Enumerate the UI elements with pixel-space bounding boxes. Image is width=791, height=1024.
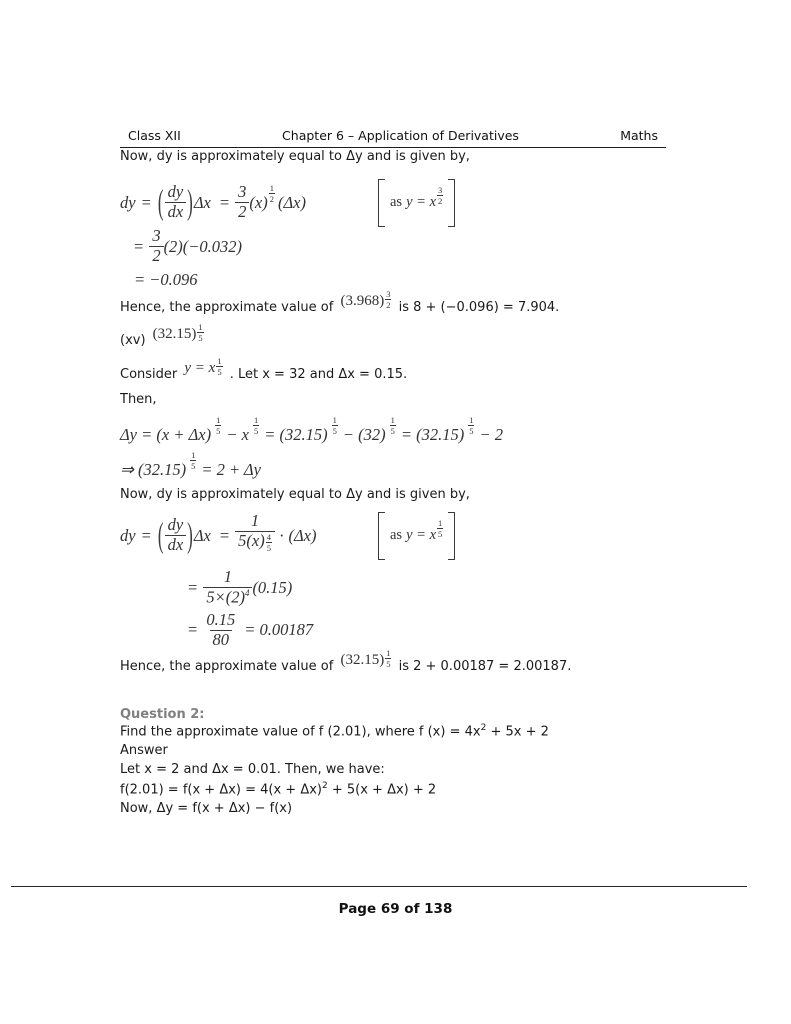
fraction-numerator: 3 bbox=[238, 182, 247, 202]
math-base: (32.15) bbox=[340, 651, 385, 668]
then-line: Then, bbox=[120, 391, 157, 407]
exponent-fraction bbox=[197, 322, 203, 343]
exponent-numerator: 1 bbox=[198, 322, 203, 333]
exponent-fraction bbox=[468, 415, 474, 436]
exponent-fraction bbox=[437, 185, 443, 206]
fraction-015-80 bbox=[203, 611, 238, 650]
statement-pre: Find the approximate value of f (2.01), where f (x) = 4x bbox=[120, 724, 481, 740]
question-2-heading: Question 2: bbox=[120, 706, 205, 722]
bracket-open bbox=[378, 512, 385, 560]
question-2-prompt bbox=[120, 722, 666, 742]
math-delta-x-paren: (Δx) bbox=[288, 525, 317, 545]
fraction-dy-dx bbox=[165, 183, 187, 222]
exponent-numerator: 1 bbox=[386, 647, 391, 658]
exponent-numerator: 1 bbox=[253, 415, 259, 426]
exponent-numerator: 3 bbox=[438, 185, 443, 196]
bracket-open bbox=[378, 179, 385, 227]
denominator-base: 5×(2) bbox=[206, 587, 245, 607]
math-result: = −0.096 bbox=[134, 269, 198, 289]
exponent-denominator: 5 bbox=[390, 426, 395, 437]
exponent-fraction bbox=[216, 356, 222, 377]
answer-label: Answer bbox=[120, 743, 168, 759]
page-header bbox=[120, 128, 666, 148]
inline-math-3215 bbox=[340, 647, 391, 669]
exponent-denominator: 5 bbox=[191, 461, 196, 472]
statement-pre: Consider bbox=[120, 366, 178, 382]
fraction-denominator bbox=[235, 531, 275, 559]
inline-math-3215 bbox=[152, 322, 204, 344]
fraction-numerator: 1 bbox=[223, 566, 232, 586]
bracket-close bbox=[448, 512, 455, 560]
equals-sign: = bbox=[141, 192, 151, 212]
bracket-close bbox=[448, 179, 455, 227]
consider-line bbox=[120, 355, 666, 391]
math-delta-x-paren: (Δx) bbox=[277, 192, 306, 212]
equation-delta-y-expansion bbox=[120, 415, 666, 452]
big-paren-open: ( bbox=[157, 515, 164, 555]
equation-step-numeric bbox=[188, 565, 666, 611]
fraction-dy-dx bbox=[165, 516, 187, 555]
exponent-numerator: 1 bbox=[438, 517, 443, 528]
fraction-numerator: dy bbox=[167, 515, 184, 535]
exponent-denominator: 5 bbox=[216, 426, 221, 437]
statement-post: is 8 + (−0.096) = 7.904. bbox=[398, 299, 560, 315]
math-term: = (32.15) bbox=[400, 424, 465, 444]
condition-note bbox=[378, 179, 455, 227]
math-term: ⇒ (32.15) bbox=[120, 459, 187, 479]
footer-divider bbox=[11, 886, 747, 887]
fraction-denominator: dx bbox=[165, 535, 187, 555]
fraction-denominator: 2 bbox=[235, 202, 249, 222]
statement-pre: Hence, the approximate value of bbox=[120, 299, 334, 315]
multiplication-dot: · bbox=[278, 525, 285, 545]
big-paren-open: ( bbox=[157, 182, 164, 222]
header-subject-label: Maths bbox=[620, 128, 658, 143]
exponent-fraction bbox=[266, 532, 272, 553]
fraction-denominator: 2 bbox=[149, 246, 163, 266]
math-factor: (0.15) bbox=[252, 577, 293, 597]
header-chapter-title: Chapter 6 – Application of Derivatives bbox=[282, 128, 519, 143]
note-as-label: as bbox=[390, 527, 403, 544]
statement-post: . Let x = 32 and Δx = 0.15. bbox=[229, 366, 408, 382]
fraction-denominator bbox=[203, 587, 252, 607]
math-delta-x: Δx bbox=[193, 525, 211, 545]
note-variable: y = x bbox=[406, 194, 436, 211]
let-line: Let x = 2 and Δx = 0.01. Then, we have: bbox=[120, 761, 385, 777]
note-variable: y = x bbox=[406, 527, 436, 544]
exponent-denominator: 5 bbox=[253, 426, 259, 437]
exponent-fraction bbox=[385, 648, 391, 669]
fraction-numerator: 3 bbox=[152, 226, 161, 246]
intro-line-1: Now, dy is approximately equal to Δy and is given by, bbox=[120, 149, 470, 164]
exponent-denominator: 2 bbox=[269, 194, 274, 205]
inline-math-y-eq-x bbox=[184, 355, 222, 377]
math-result: = 0.00187 bbox=[244, 620, 314, 640]
item-xv-line bbox=[120, 324, 666, 357]
fraction-denominator: 80 bbox=[210, 630, 233, 650]
exponent-numerator: 1 bbox=[217, 355, 222, 366]
fraction-numerator: 1 bbox=[250, 510, 260, 530]
exponent-fraction bbox=[190, 450, 196, 471]
equals-sign: = bbox=[134, 236, 144, 256]
f-expansion-line bbox=[120, 780, 666, 800]
exponent-fraction bbox=[269, 183, 275, 204]
math-base: (32.15) bbox=[152, 326, 197, 343]
exponent-numerator: 1 bbox=[390, 415, 395, 426]
equation-result-negative bbox=[134, 269, 666, 291]
exponent-fraction bbox=[437, 518, 443, 539]
statement-pre: Hence, the approximate value of bbox=[120, 658, 334, 674]
big-paren-close: ) bbox=[187, 515, 193, 555]
equation-step-coefficient bbox=[134, 227, 666, 267]
statement-post: + 5(x + Δx) + 2 bbox=[327, 782, 437, 798]
equation-dy-power-1-5 bbox=[120, 507, 666, 565]
exponent-fraction bbox=[332, 415, 338, 436]
exponent-numerator: 1 bbox=[216, 415, 221, 426]
math-term: Δy = (x + Δx) bbox=[120, 424, 212, 444]
exponent-denominator: 5 bbox=[266, 543, 271, 554]
exponent-denominator: 2 bbox=[438, 196, 443, 207]
statement-pre: f(2.01) = f(x + Δx) = 4(x + Δx) bbox=[120, 782, 322, 798]
math-base: y = x bbox=[184, 359, 216, 376]
equals-sign: = bbox=[141, 525, 151, 545]
math-base: (3.968) bbox=[340, 292, 385, 309]
math-term: = 2 + Δy bbox=[201, 459, 261, 479]
math-base-x: (x) bbox=[249, 192, 268, 212]
exponent-numerator: 1 bbox=[332, 415, 337, 426]
exponent-numerator: 1 bbox=[191, 450, 196, 461]
math-term: − x bbox=[226, 424, 249, 444]
fraction-denominator: dx bbox=[165, 202, 187, 222]
item-label: (xv) bbox=[120, 333, 146, 349]
math-delta-x: Δx bbox=[193, 192, 211, 212]
fraction-numerator: dy bbox=[167, 182, 184, 202]
equation-implies bbox=[120, 450, 666, 486]
squared-exponent: 2 bbox=[480, 722, 487, 733]
exponent-4: 4 bbox=[244, 587, 250, 598]
equation-final-value bbox=[188, 611, 666, 650]
exponent-numerator: 3 bbox=[386, 288, 391, 299]
hence-statement-1 bbox=[120, 288, 666, 324]
inline-math-3968 bbox=[340, 288, 391, 311]
big-paren-close: ) bbox=[187, 182, 193, 222]
fraction-one-over bbox=[235, 512, 275, 559]
statement-post: is 2 + 0.00187 = 2.00187. bbox=[398, 658, 572, 674]
exponent-fraction bbox=[390, 415, 396, 436]
statement-post: + 5x + 2 bbox=[486, 724, 549, 740]
page-content bbox=[120, 128, 666, 819]
condition-note bbox=[378, 512, 455, 560]
equals-sign: = bbox=[188, 577, 198, 597]
fraction-numerator: 0.15 bbox=[206, 609, 236, 629]
exponent-denominator: 5 bbox=[332, 426, 337, 437]
intro-line-2: Now, dy is approximately equal to Δy and is given by, bbox=[120, 486, 470, 502]
equals-sign: = bbox=[219, 525, 230, 545]
math-term: − 2 bbox=[479, 424, 503, 444]
denominator-base: 5(x) bbox=[238, 530, 265, 550]
fraction-3-2 bbox=[235, 183, 249, 222]
exponent-denominator: 5 bbox=[469, 426, 474, 437]
exponent-numerator: 1 bbox=[269, 183, 274, 194]
footer-page-number: Page 69 of 138 bbox=[338, 901, 453, 917]
exponent-fraction bbox=[215, 415, 221, 436]
squared-exponent: 2 bbox=[322, 780, 328, 791]
math-term: − (32) bbox=[342, 424, 386, 444]
math-lhs: dy bbox=[120, 525, 136, 545]
math-term: = (32.15) bbox=[264, 424, 328, 444]
equation-dy-power-3-2 bbox=[120, 179, 666, 227]
exponent-denominator: 5 bbox=[217, 366, 222, 377]
fraction-3-2 bbox=[149, 227, 163, 266]
fraction-one-over-80 bbox=[203, 568, 252, 607]
hence-statement-2 bbox=[120, 647, 666, 683]
exponent-fraction bbox=[253, 415, 259, 436]
exponent-denominator: 5 bbox=[386, 658, 391, 669]
header-class-label: Class XII bbox=[128, 128, 181, 143]
exponent-denominator: 5 bbox=[198, 333, 203, 344]
equals-sign: = bbox=[188, 620, 198, 640]
equals-sign: = bbox=[219, 192, 230, 212]
exponent-numerator: 1 bbox=[469, 415, 474, 426]
exponent-numerator: 4 bbox=[266, 531, 271, 542]
now-delta-y-line: Now, Δy = f(x + Δx) − f(x) bbox=[120, 801, 293, 816]
math-factors: (2)(−0.032) bbox=[163, 236, 243, 256]
math-lhs: dy bbox=[120, 192, 136, 212]
note-as-label: as bbox=[390, 194, 403, 211]
exponent-denominator: 5 bbox=[438, 529, 443, 540]
exponent-fraction bbox=[385, 289, 391, 310]
exponent-denominator: 2 bbox=[386, 300, 391, 311]
